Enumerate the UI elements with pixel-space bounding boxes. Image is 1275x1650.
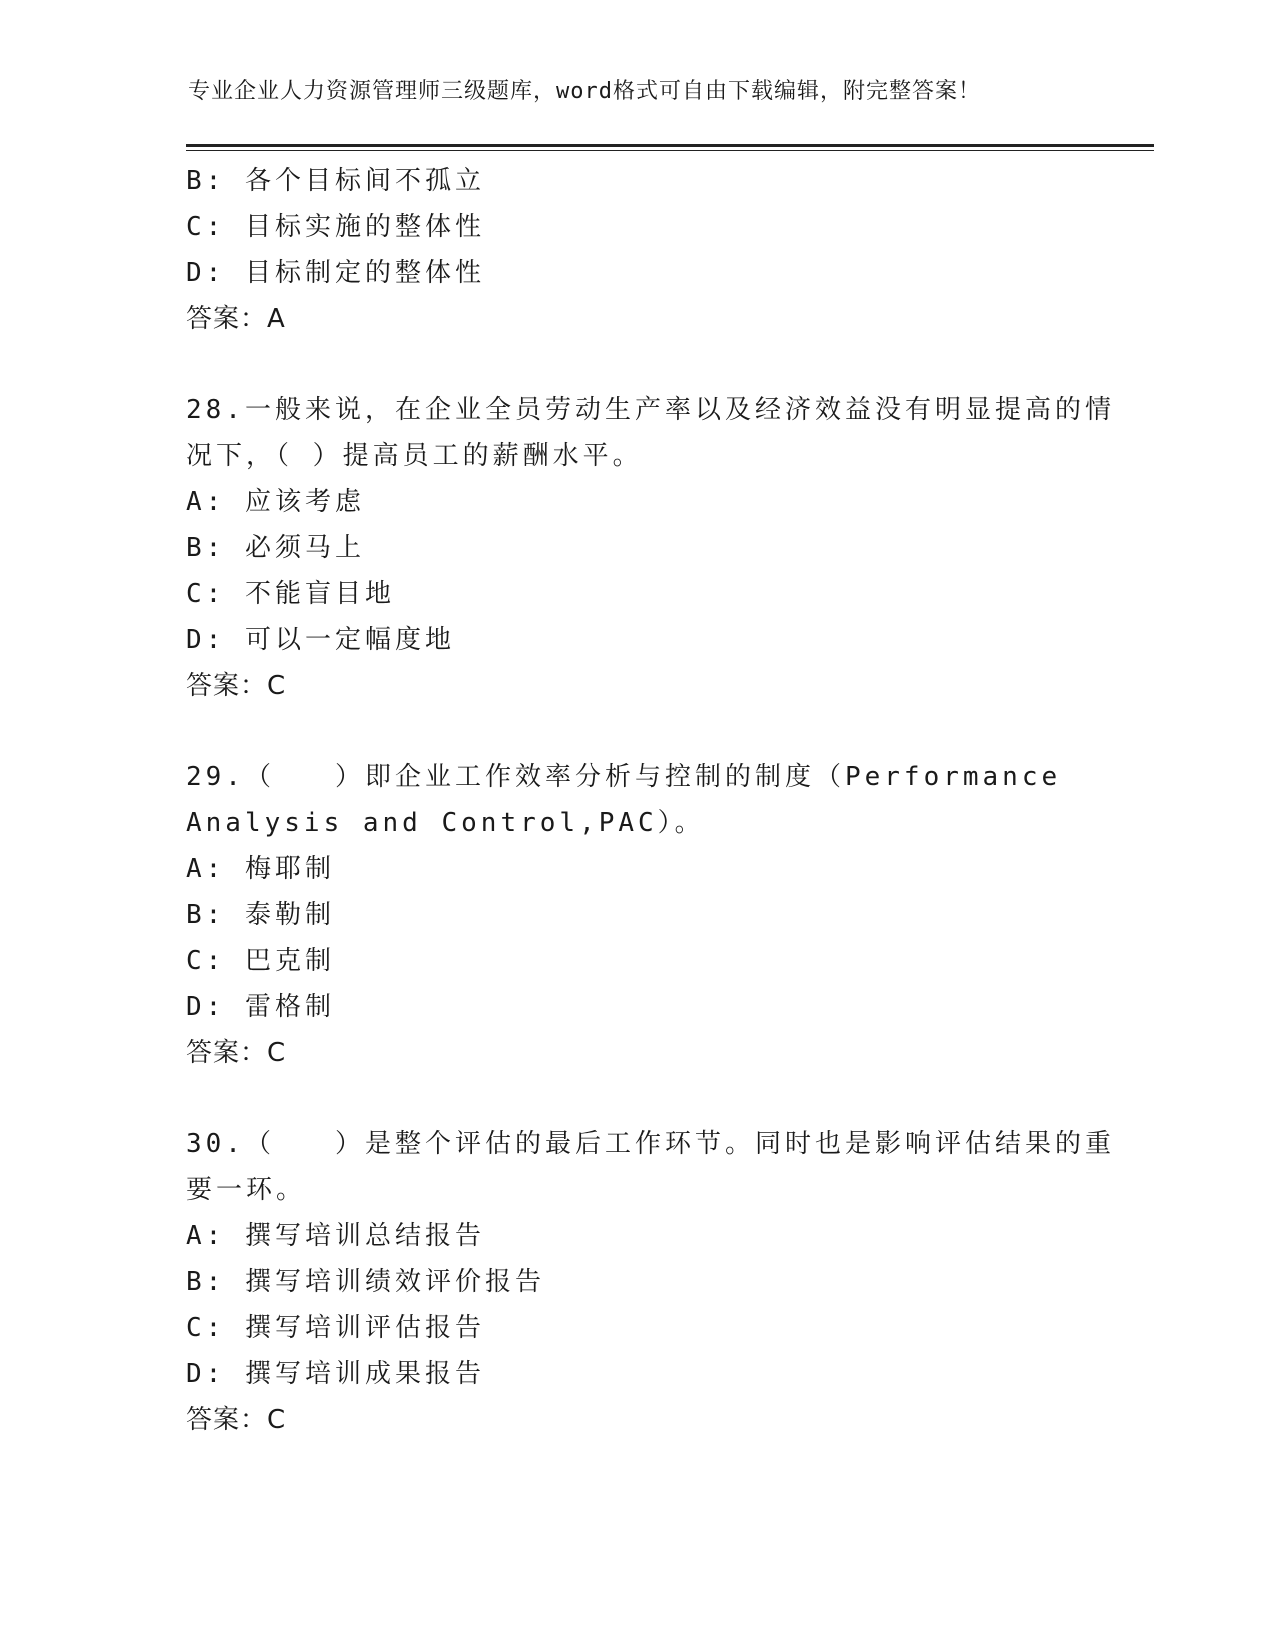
header-rule-thin <box>186 150 1154 151</box>
question-stem-line: 30.（ ）是整个评估的最后工作环节。同时也是影响评估结果的重 <box>186 1129 1115 1159</box>
option-c: C: 撰写培训评估报告 <box>186 1313 485 1343</box>
header-note: 专业企业人力资源管理师三级题库，word格式可自由下载编辑，附完整答案！ <box>188 79 981 104</box>
option-b: B: 各个目标间不孤立 <box>186 166 485 196</box>
document-content <box>186 158 1115 1443</box>
option-a: A: 梅耶制 <box>186 854 335 884</box>
question-stem-line: 29.（ ）即企业工作效率分析与控制的制度（Performance <box>186 762 1062 792</box>
option-a: A: 应该考虑 <box>186 487 365 517</box>
option-b: B: 泰勒制 <box>186 900 335 930</box>
question-28 <box>186 387 1115 709</box>
question-29 <box>186 754 1086 1076</box>
question-stem-line: 况下，（ ）提高员工的薪酬水平。 <box>186 441 643 471</box>
option-b: B: 必须马上 <box>186 533 365 563</box>
option-d: D: 雷格制 <box>186 992 335 1022</box>
option-c: C: 目标实施的整体性 <box>186 212 485 242</box>
question-stem-line: 28.一般来说，在企业全员劳动生产率以及经济效益没有明显提高的情 <box>186 395 1115 425</box>
answer: 答案：C <box>186 671 287 701</box>
option-d: D: 目标制定的整体性 <box>186 258 485 288</box>
option-c: C: 巴克制 <box>186 946 335 976</box>
spacer <box>186 1076 1086 1121</box>
answer: 答案：A <box>186 304 286 334</box>
question-27-continued <box>186 158 1086 342</box>
spacer <box>186 342 1086 387</box>
question-30 <box>186 1121 1115 1443</box>
header-rule-thick <box>186 144 1154 147</box>
question-stem-line: Analysis and Control,PAC）。 <box>186 808 705 838</box>
question-stem-line: 要一环。 <box>186 1175 307 1205</box>
answer: 答案：C <box>186 1038 287 1068</box>
option-d: D: 可以一定幅度地 <box>186 625 455 655</box>
option-d: D: 撰写培训成果报告 <box>186 1359 485 1389</box>
spacer <box>186 709 1086 754</box>
answer: 答案：C <box>186 1405 287 1435</box>
option-a: A: 撰写培训总结报告 <box>186 1221 485 1251</box>
option-c: C: 不能盲目地 <box>186 579 395 609</box>
option-b: B: 撰写培训绩效评价报告 <box>186 1267 545 1297</box>
